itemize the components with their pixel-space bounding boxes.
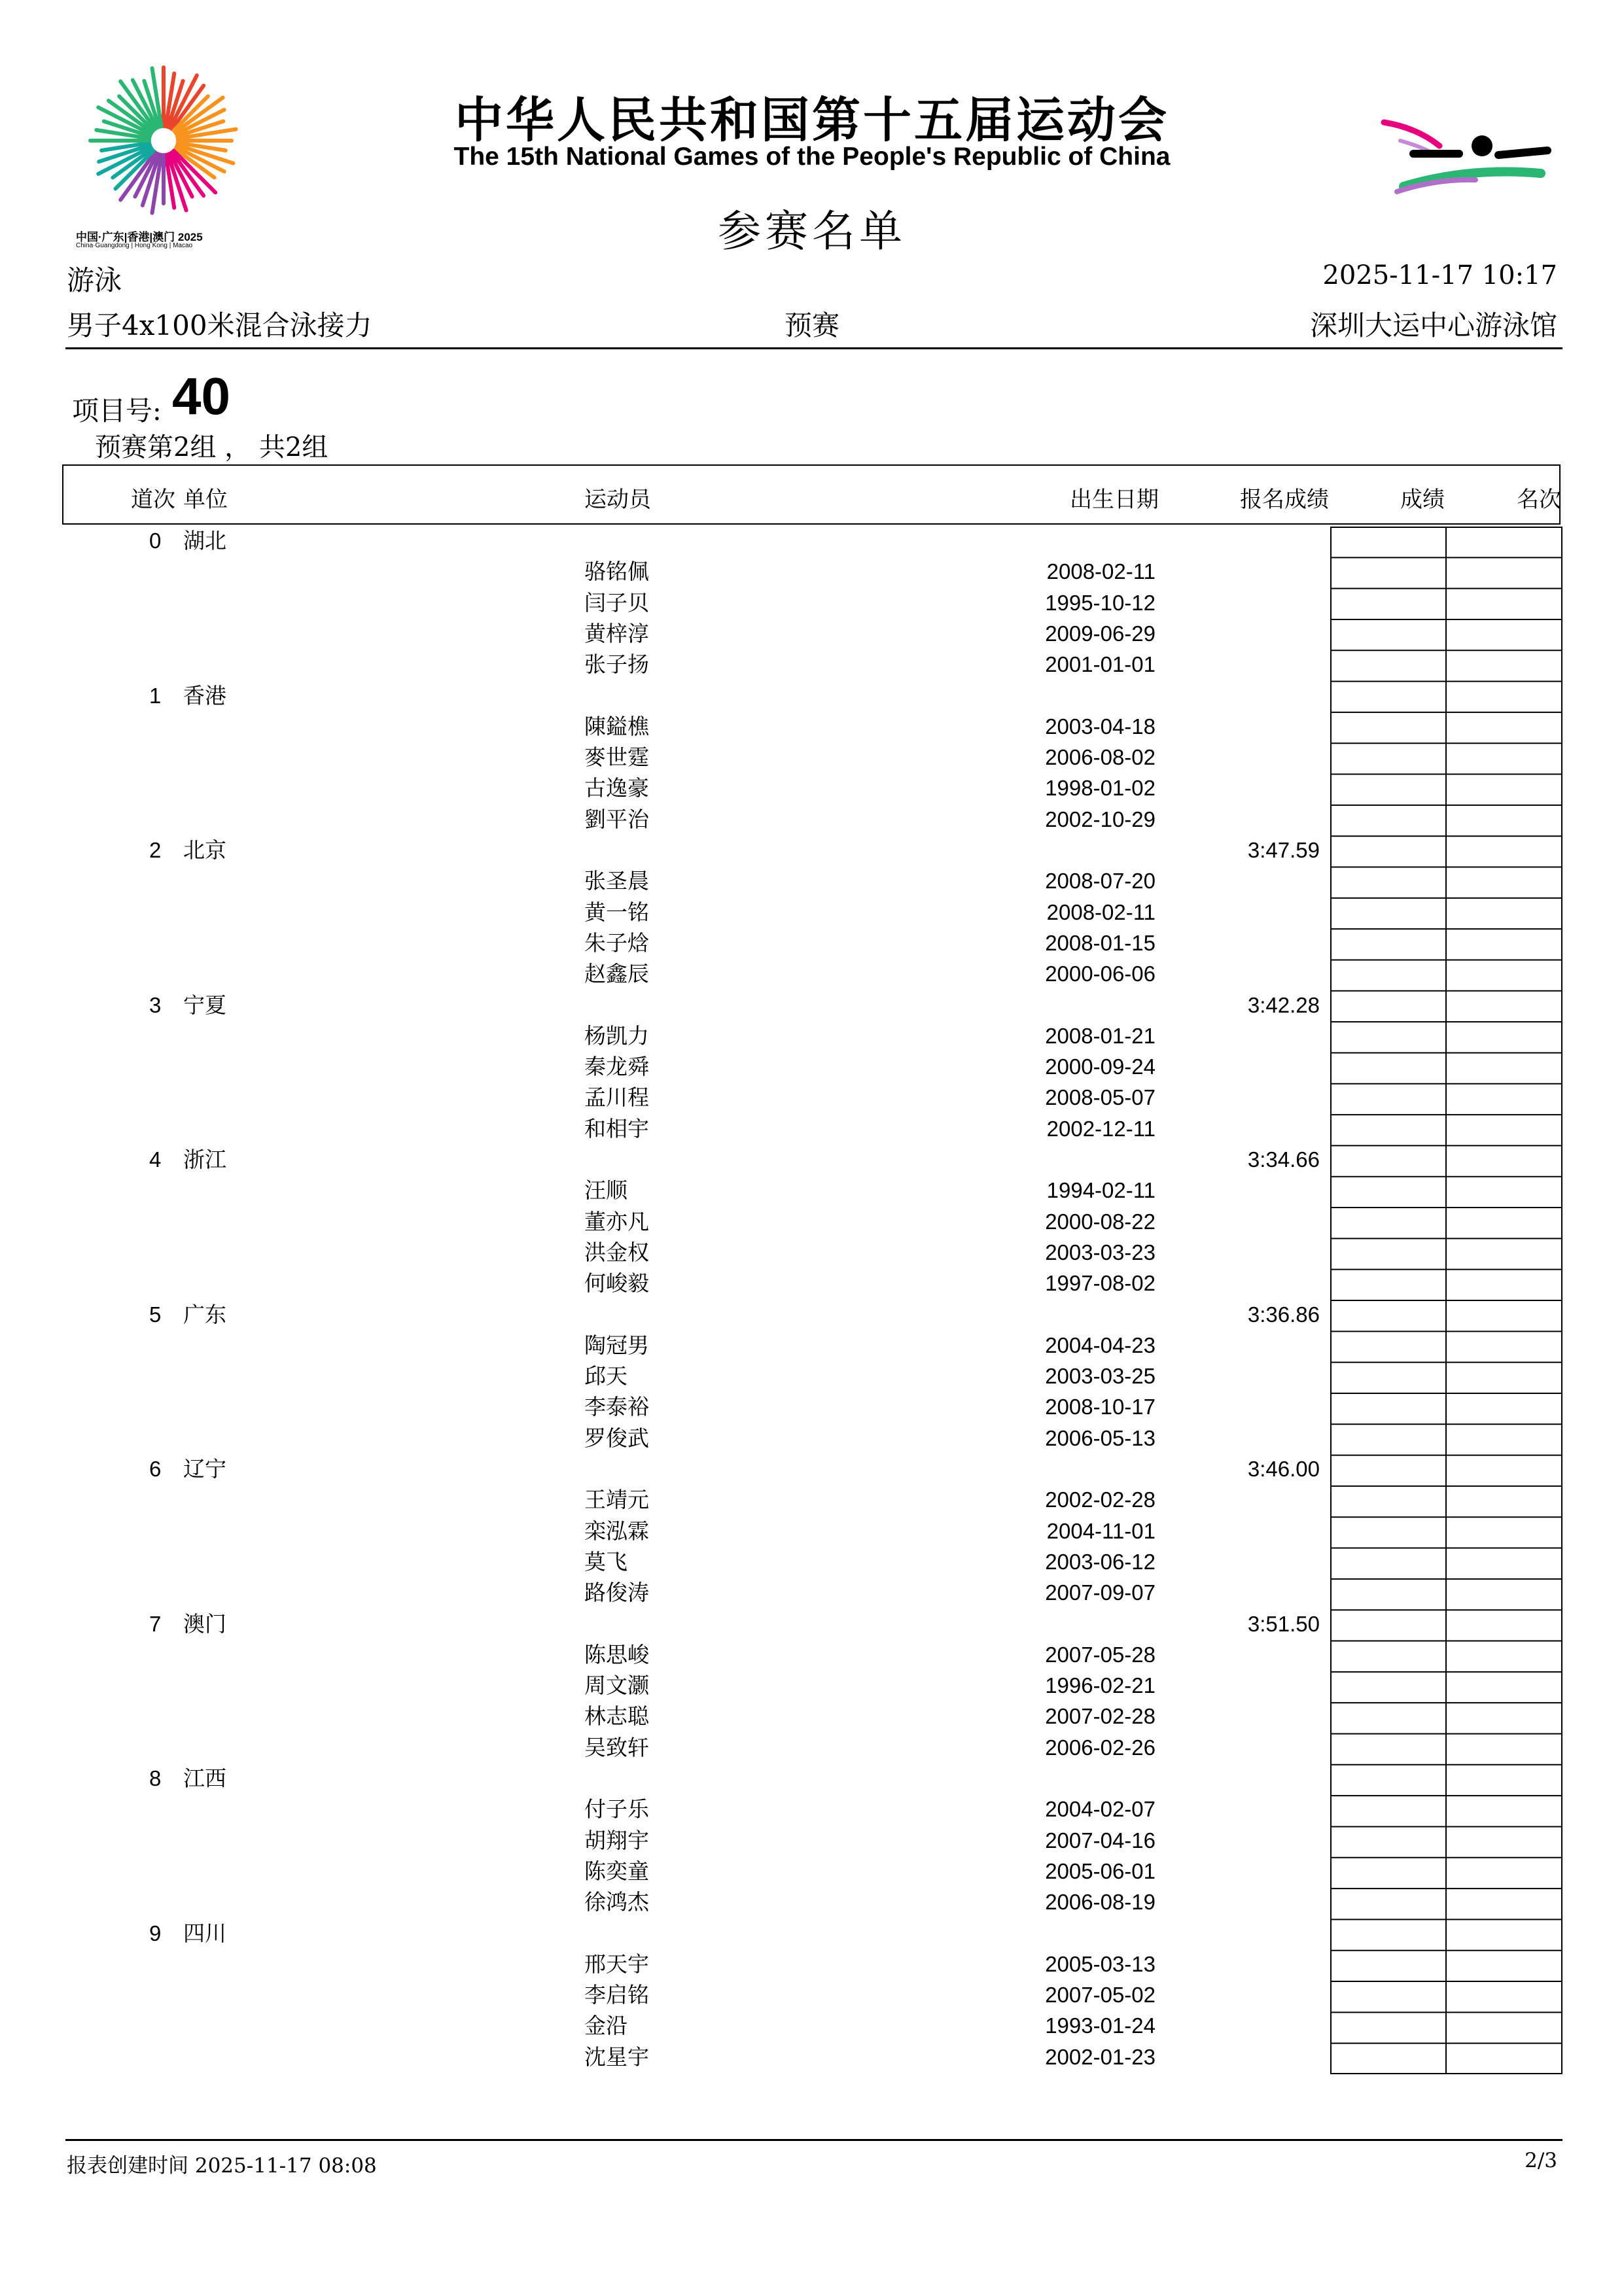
athlete-name: 何峻毅 bbox=[584, 1270, 649, 1296]
athlete-name: 陳鎰樵 bbox=[584, 713, 649, 739]
games-title-en: The 15th National Games of the People's Republic of China bbox=[453, 143, 1171, 171]
athlete-dob: 2005-06-01 bbox=[1045, 1858, 1156, 1883]
athlete-dob: 2007-02-28 bbox=[1045, 1704, 1156, 1729]
print-timestamp: 2025-11-17 10:17 bbox=[1322, 260, 1557, 290]
athlete-name: 李泰裕 bbox=[584, 1394, 649, 1420]
athlete-name: 邱天 bbox=[584, 1363, 627, 1389]
column-header-athlete: 运动员 bbox=[584, 487, 651, 513]
athlete-dob: 2002-10-29 bbox=[1045, 807, 1156, 831]
lane-number: 1 bbox=[149, 683, 162, 708]
sport-name: 游泳 bbox=[67, 264, 122, 296]
document-title: 参赛名单 bbox=[718, 206, 906, 256]
athlete-dob: 2007-05-02 bbox=[1045, 1983, 1156, 2008]
athlete-dob: 1995-10-12 bbox=[1045, 590, 1156, 615]
venue-name: 深圳大运中心游泳馆 bbox=[1309, 309, 1557, 341]
team-unit: 宁夏 bbox=[183, 992, 226, 1018]
footer-divider bbox=[65, 2139, 1562, 2141]
result-rank-grid bbox=[1330, 527, 1562, 2074]
athlete-dob: 1993-01-24 bbox=[1045, 2013, 1156, 2038]
athlete-name: 古逸豪 bbox=[584, 775, 649, 801]
athlete-name: 朱子焓 bbox=[584, 930, 649, 956]
athlete-dob: 2006-08-19 bbox=[1045, 1890, 1156, 1915]
athlete-dob: 2008-02-11 bbox=[1046, 899, 1156, 924]
athlete-name: 张圣晨 bbox=[584, 868, 649, 894]
column-header-rank: 名次 bbox=[1517, 487, 1561, 513]
athlete-dob: 2008-01-21 bbox=[1045, 1023, 1156, 1048]
entry-time: 3:46.00 bbox=[1247, 1457, 1320, 1481]
athlete-name: 赵鑫辰 bbox=[584, 961, 649, 987]
athlete-name: 陶冠男 bbox=[584, 1332, 649, 1358]
athlete-dob: 2006-02-26 bbox=[1045, 1735, 1156, 1760]
athlete-dob: 2007-05-28 bbox=[1045, 1642, 1156, 1667]
page-number: 2/3 bbox=[1525, 2149, 1557, 2172]
athlete-name: 罗俊武 bbox=[584, 1425, 649, 1451]
entry-time: 3:42.28 bbox=[1247, 992, 1320, 1017]
entry-time: 3:34.66 bbox=[1247, 1147, 1320, 1172]
athlete-dob: 1996-02-21 bbox=[1045, 1673, 1156, 1698]
lane-number: 4 bbox=[149, 1147, 162, 1172]
athlete-dob: 2000-09-24 bbox=[1045, 1054, 1156, 1079]
athlete-name: 麥世霆 bbox=[584, 744, 649, 771]
athlete-name: 沈星宇 bbox=[584, 2044, 649, 2070]
athlete-dob: 2004-02-07 bbox=[1045, 1797, 1156, 1822]
athlete-name: 黄一铭 bbox=[584, 899, 649, 925]
column-header-lane: 道次 bbox=[131, 487, 175, 513]
athlete-dob: 2007-09-07 bbox=[1045, 1580, 1156, 1605]
athlete-name: 杨凯力 bbox=[584, 1022, 649, 1049]
games-title-zh: 中华人民共和国第十五届运动会 bbox=[455, 93, 1169, 147]
athlete-dob: 2006-08-02 bbox=[1045, 745, 1156, 770]
heat-info: 预赛第2组 ， 共2组 bbox=[95, 432, 328, 462]
athlete-name: 陈思峻 bbox=[584, 1641, 649, 1667]
athlete-name: 和相宇 bbox=[584, 1115, 649, 1141]
athlete-dob: 2007-04-16 bbox=[1045, 1828, 1156, 1852]
athlete-dob: 2001-01-01 bbox=[1045, 652, 1156, 677]
lane-number: 7 bbox=[149, 1611, 162, 1636]
athlete-dob: 2008-02-11 bbox=[1046, 559, 1156, 584]
athlete-dob: 2002-02-28 bbox=[1045, 1487, 1156, 1512]
athlete-dob: 2008-10-17 bbox=[1045, 1395, 1156, 1419]
athlete-name: 汪顺 bbox=[584, 1177, 627, 1204]
lane-number: 9 bbox=[149, 1921, 162, 1945]
team-unit: 北京 bbox=[183, 837, 226, 863]
athlete-dob: 2005-03-13 bbox=[1045, 1951, 1156, 1976]
athlete-name: 付子乐 bbox=[584, 1796, 649, 1822]
athlete-name: 徐鸿杰 bbox=[584, 1889, 649, 1915]
report-created-time: 报表创建时间 2025-11-17 08:08 bbox=[67, 2154, 377, 2178]
round-name: 预赛 bbox=[784, 309, 839, 341]
event-name: 男子4x100米混合泳接力 bbox=[67, 309, 372, 341]
athlete-dob: 2006-05-13 bbox=[1045, 1425, 1156, 1450]
athlete-dob: 1997-08-02 bbox=[1045, 1271, 1156, 1296]
athlete-dob: 2008-07-20 bbox=[1045, 869, 1156, 894]
emblem-text-zh: 中国·广东|香港|澳门 2025 bbox=[76, 231, 203, 243]
athlete-name: 吴致轩 bbox=[584, 1734, 649, 1760]
lane-number: 6 bbox=[149, 1457, 162, 1481]
athlete-name: 陈奕童 bbox=[584, 1858, 649, 1884]
athlete-dob: 1998-01-02 bbox=[1045, 776, 1156, 801]
athlete-name: 董亦凡 bbox=[584, 1208, 649, 1234]
athlete-name: 王靖元 bbox=[584, 1487, 649, 1513]
lane-number: 8 bbox=[149, 1766, 162, 1790]
lane-number: 2 bbox=[149, 838, 162, 862]
lane-number: 3 bbox=[149, 992, 162, 1017]
athlete-name: 莫飞 bbox=[584, 1548, 627, 1574]
athlete-dob: 2003-03-25 bbox=[1045, 1364, 1156, 1389]
athlete-dob: 2004-11-01 bbox=[1046, 1518, 1156, 1543]
column-header-dob: 出生日期 bbox=[1070, 487, 1159, 513]
athlete-name: 路俊涛 bbox=[584, 1580, 649, 1606]
athlete-name: 劉平治 bbox=[584, 806, 649, 832]
team-unit: 浙江 bbox=[183, 1147, 226, 1172]
entry-time: 3:51.50 bbox=[1247, 1611, 1320, 1636]
emblem-text-en: China·Guangdong | Hong Kong | Macao bbox=[76, 242, 193, 249]
team-unit: 香港 bbox=[183, 682, 226, 708]
athlete-dob: 2002-12-11 bbox=[1046, 1116, 1156, 1141]
athlete-dob: 2000-08-22 bbox=[1045, 1209, 1156, 1234]
athlete-dob: 1994-02-11 bbox=[1046, 1178, 1156, 1203]
event-number-label: 项目号: bbox=[72, 395, 162, 426]
column-header-unit: 单位 bbox=[183, 487, 228, 513]
entry-time: 3:36.86 bbox=[1247, 1302, 1320, 1327]
team-unit: 辽宁 bbox=[183, 1456, 226, 1482]
column-header-entry-time: 报名成绩 bbox=[1240, 487, 1329, 513]
athlete-dob: 2003-04-18 bbox=[1045, 714, 1156, 739]
athlete-name: 周文灏 bbox=[584, 1673, 649, 1699]
athlete-name: 洪金权 bbox=[584, 1239, 649, 1265]
athlete-name: 孟川程 bbox=[584, 1085, 649, 1111]
event-number: 40 bbox=[172, 367, 230, 425]
team-unit: 江西 bbox=[183, 1765, 226, 1791]
athlete-name: 金沿 bbox=[584, 2013, 627, 2039]
lane-number: 0 bbox=[149, 529, 162, 553]
athlete-dob: 2002-01-23 bbox=[1045, 2044, 1156, 2069]
athlete-name: 邢天宇 bbox=[584, 1951, 649, 1977]
team-unit: 澳门 bbox=[183, 1610, 226, 1637]
athlete-name: 骆铭佩 bbox=[584, 559, 649, 585]
athlete-dob: 2000-06-06 bbox=[1045, 962, 1156, 986]
team-unit: 广东 bbox=[183, 1301, 226, 1327]
athlete-dob: 2008-05-07 bbox=[1045, 1085, 1156, 1110]
column-header-result: 成绩 bbox=[1400, 487, 1445, 513]
athlete-name: 黄梓淳 bbox=[584, 620, 649, 646]
athlete-name: 闫子贝 bbox=[584, 589, 649, 616]
athlete-name: 胡翔宇 bbox=[584, 1827, 649, 1853]
athlete-name: 秦龙舜 bbox=[584, 1054, 649, 1080]
athlete-name: 张子扬 bbox=[584, 652, 649, 678]
entry-time: 3:47.59 bbox=[1247, 838, 1320, 862]
team-unit: 湖北 bbox=[183, 528, 226, 553]
athlete-dob: 2004-04-23 bbox=[1045, 1332, 1156, 1357]
athlete-name: 栾泓霖 bbox=[584, 1518, 649, 1544]
athlete-dob: 2003-03-23 bbox=[1045, 1240, 1156, 1264]
athlete-dob: 2003-06-12 bbox=[1045, 1549, 1156, 1574]
athlete-dob: 2009-06-29 bbox=[1045, 621, 1156, 646]
lane-number: 5 bbox=[149, 1302, 162, 1327]
athlete-name: 李启铭 bbox=[584, 1982, 649, 2008]
athlete-name: 林志聪 bbox=[584, 1703, 649, 1730]
athlete-dob: 2008-01-15 bbox=[1045, 930, 1156, 955]
team-unit: 四川 bbox=[183, 1920, 226, 1946]
